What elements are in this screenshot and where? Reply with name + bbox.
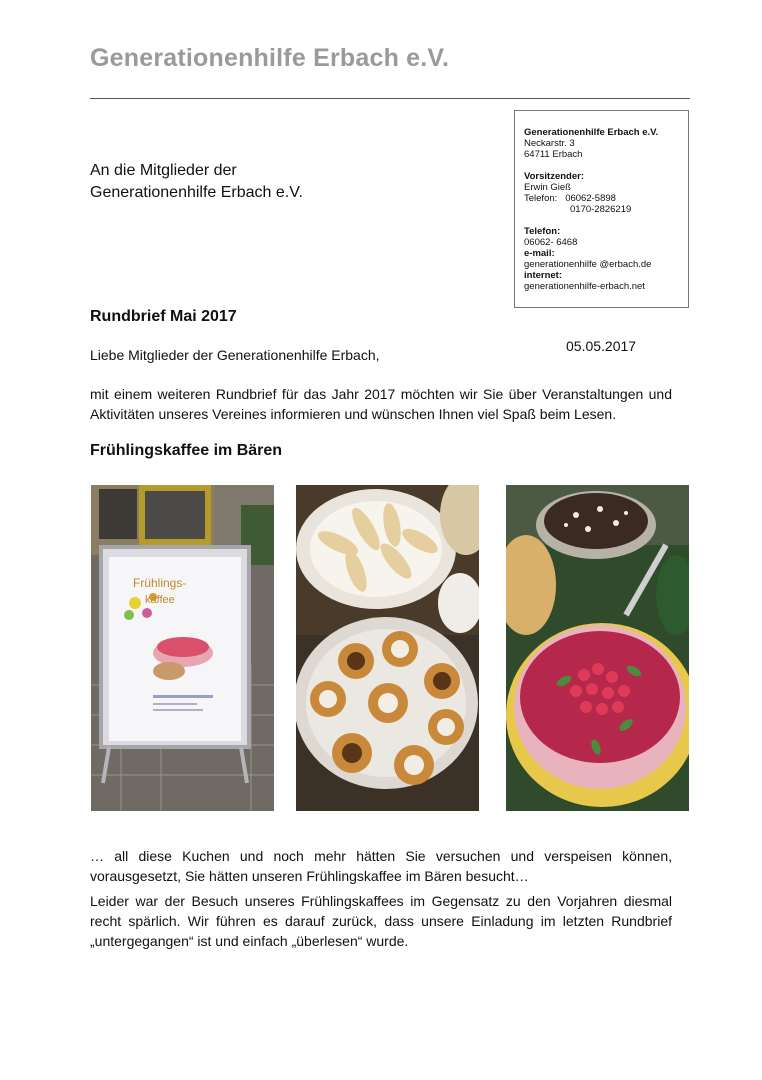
visit-paragraph: Leider war der Besuch unseres Frühlingskaffees im Gegensatz zu den Vorjahren diesmal recht spärlich. Wir führen es darauf zurück, dass unsere Einladung im letzten Rundbrief „untergegangen“ ist und einfach „überlesen“ wurde. <box>90 893 672 949</box>
chair-name: Erwin Gieß <box>524 182 571 193</box>
pastries-platter-photo <box>296 485 479 811</box>
phone-label: Telefon: <box>524 226 561 237</box>
internet-label: internet: <box>524 270 562 281</box>
chair-phone-2: 0170-2826219 <box>570 204 632 215</box>
poster-sign-photo <box>91 485 274 811</box>
contact-box <box>514 110 689 308</box>
header-rule <box>90 98 690 99</box>
org-header-title: Generationenhilfe Erbach e.V. <box>90 44 450 72</box>
contact-city: 64711 Erbach <box>524 149 583 160</box>
recipient-block <box>90 160 303 204</box>
chair-phone-row <box>524 193 680 204</box>
internet-address: generationenhilfe-erbach.net <box>524 281 645 292</box>
email-label: e-mail: <box>524 248 555 259</box>
contact-org-name: Generationenhilfe Erbach e.V. <box>524 127 659 138</box>
section-title: Frühlingskaffee im Bären <box>90 442 283 459</box>
recipient-line-2: Generationenhilfe Erbach e.V. <box>90 184 303 201</box>
svg-text:kaffee: kaffee <box>145 594 175 606</box>
cakes-paragraph: … all diese Kuchen und noch mehr hätten Sie versuchen und verspeisen können, vorausgesetzt, Sie hätten unseren Frühlingskaffee im Bären besucht… <box>90 848 672 884</box>
poster-heading: Frühlings- <box>133 576 187 590</box>
letter-salutation: Liebe Mitglieder der Generationenhilfe Erbach, <box>90 347 380 363</box>
raspberry-cake-photo <box>506 485 689 811</box>
chair-phone-1: 06062-5898 <box>565 193 616 204</box>
chair-label: Vorsitzender: <box>524 171 585 182</box>
phone-number: 06062- 6468 <box>524 237 578 248</box>
recipient-line-1: An die Mitglieder der <box>90 162 237 179</box>
letter-date: 05.05.2017 <box>566 338 637 354</box>
contact-street: Neckarstr. 3 <box>524 138 575 149</box>
intro-paragraph: mit einem weiteren Rundbrief für das Jahr 2017 möchten wir Sie über Veranstaltungen und Aktivitäten unseres Vereines informieren und wünschen Ihnen viel Spaß beim Lesen. <box>90 386 672 422</box>
letter-subject: Rundbrief Mai 2017 <box>90 308 237 325</box>
chair-phone-label: Telefon: <box>524 193 558 204</box>
email-address: generationenhilfe @erbach.de <box>524 259 652 270</box>
